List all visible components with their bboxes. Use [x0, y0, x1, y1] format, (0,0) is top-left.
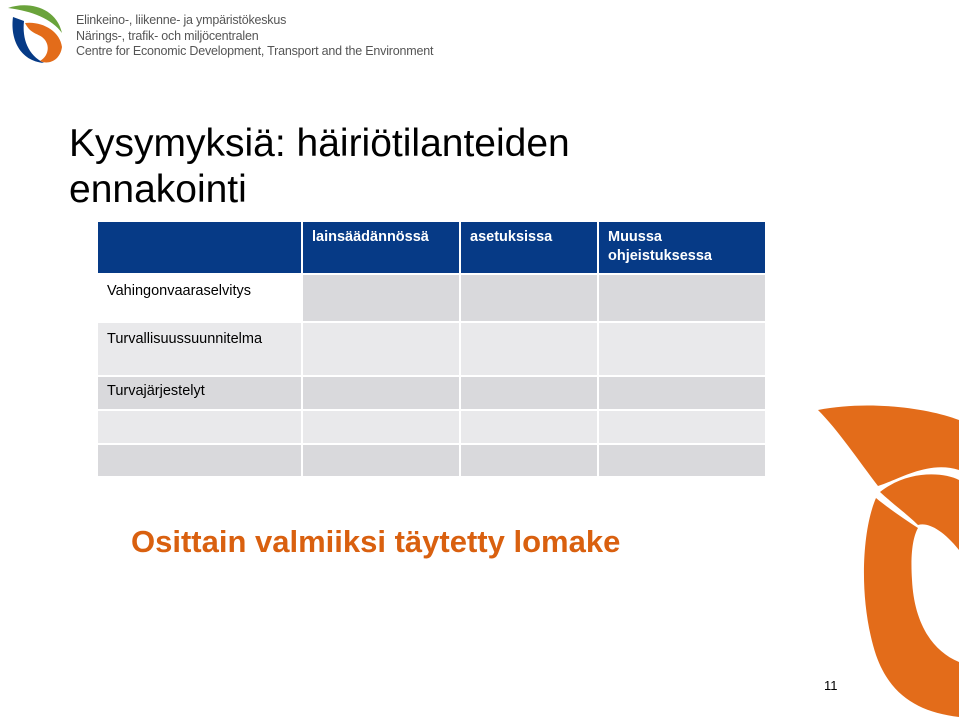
- header-cell-other-guidance: Muussa ohjeistuksessa: [599, 222, 765, 273]
- table-cell[interactable]: [303, 275, 459, 321]
- regulation-table: [96, 220, 767, 478]
- ely-logo-icon: [4, 3, 66, 65]
- table-row: [98, 411, 765, 443]
- table-cell[interactable]: [303, 377, 459, 409]
- table-cell[interactable]: [98, 445, 301, 476]
- row-label: Turvallisuussuunnitelma: [98, 323, 301, 375]
- page-number: 11: [824, 678, 838, 693]
- header-cell-decrees: asetuksissa: [461, 222, 597, 273]
- row-label: Turvajärjestelyt: [98, 377, 301, 409]
- slide-title: [69, 121, 769, 213]
- table-cell[interactable]: [461, 275, 597, 321]
- org-line-en: Centre for Economic Development, Transport and the Environment: [76, 44, 434, 58]
- table-header-row: [98, 222, 765, 273]
- table-row: [98, 323, 765, 375]
- table-cell[interactable]: [599, 323, 765, 375]
- table-cell[interactable]: [303, 411, 459, 443]
- title-line-2: ennakointi: [69, 168, 247, 211]
- table-cell[interactable]: [599, 275, 765, 321]
- slide-subtitle: Osittain valmiiksi täytetty lomake: [131, 524, 621, 559]
- table-row: [98, 445, 765, 476]
- table-cell[interactable]: [303, 323, 459, 375]
- table-cell[interactable]: [461, 445, 597, 476]
- table-cell[interactable]: [599, 445, 765, 476]
- table-cell[interactable]: [599, 377, 765, 409]
- table-cell[interactable]: [461, 411, 597, 443]
- row-label: Vahingonvaaraselvitys: [98, 275, 301, 321]
- header-cell-empty: [98, 222, 301, 273]
- table-cell[interactable]: [461, 377, 597, 409]
- table-cell[interactable]: [98, 411, 301, 443]
- table-cell[interactable]: [599, 411, 765, 443]
- header-cell-legislation: lainsäädännössä: [303, 222, 459, 273]
- org-line-fi: Elinkeino-, liikenne- ja ympäristökeskus: [76, 13, 287, 27]
- table-cell[interactable]: [303, 445, 459, 476]
- table-cell[interactable]: [461, 323, 597, 375]
- table-row: [98, 275, 765, 321]
- org-line-sv: Närings-, trafik- och miljöcentralen: [76, 28, 259, 43]
- table-row: [98, 377, 765, 409]
- decorative-swoosh-icon: [818, 400, 959, 717]
- title-line-1: Kysymyksiä: häiriötilanteiden: [69, 122, 570, 165]
- organization-name: [76, 13, 433, 60]
